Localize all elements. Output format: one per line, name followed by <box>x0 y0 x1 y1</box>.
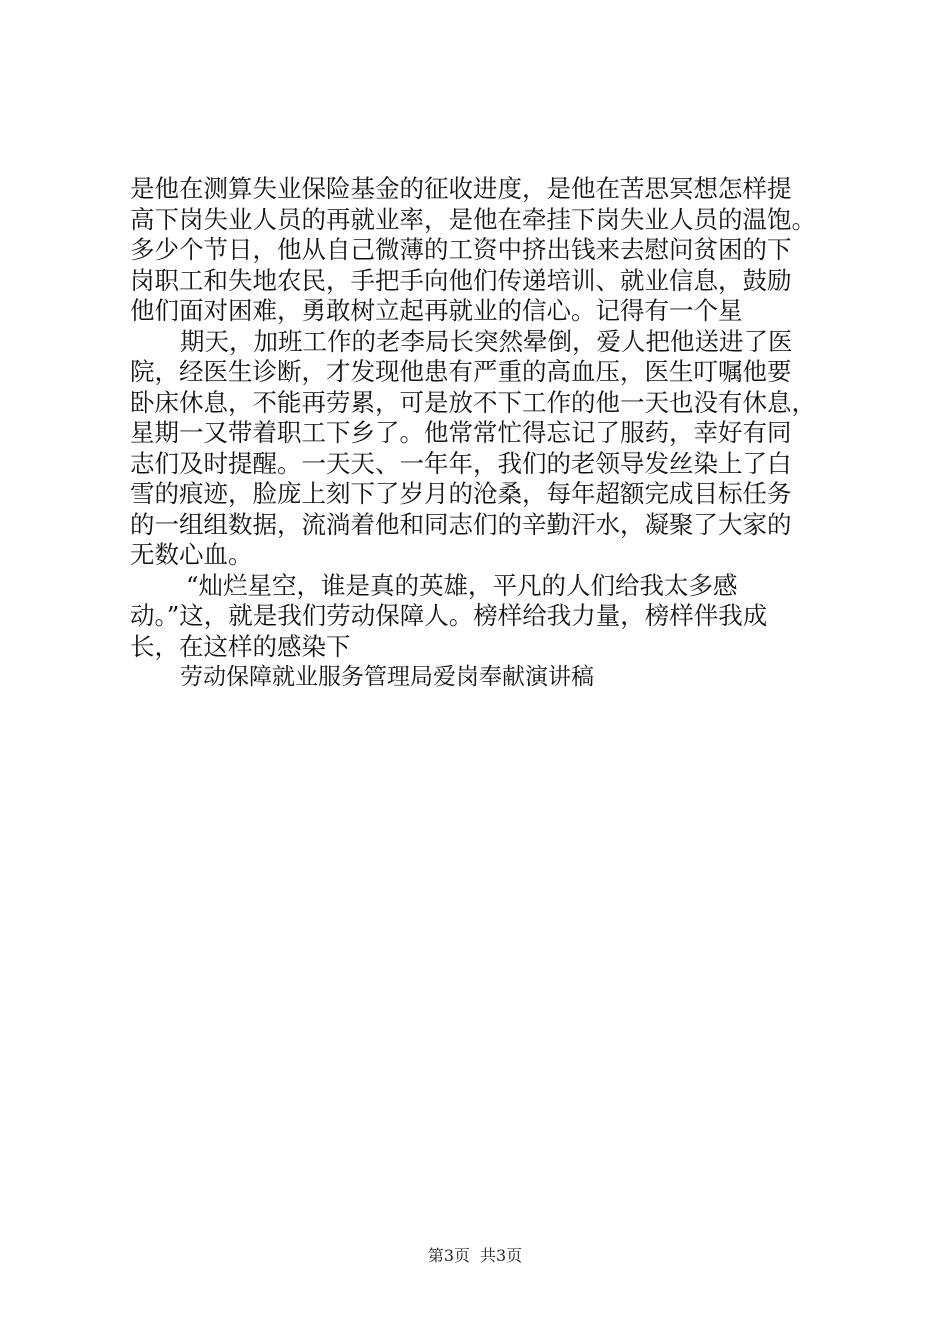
document-body <box>130 174 835 693</box>
page-total: 共3页 <box>480 1246 523 1265</box>
text-line: 长，在这样的感染下 <box>130 631 351 661</box>
text-line: 期天，加班工作的老李局长突然晕倒，爱人把他送进了医 <box>180 326 793 356</box>
text-line: 卧床休息，不能再劳累，可是放不下工作的他一天也没有休息， <box>130 387 816 417</box>
text-line: 星期一又带着职工下乡了。他常常忙得忘记了服药，幸好有同 <box>130 418 792 447</box>
text-line: 多少个节日，他从自己微薄的工资中挤出钱来去慰问贫困的下 <box>130 235 792 264</box>
text-line: 动。”这，就是我们劳动保障人。榜样给我力量，榜样伴我成 <box>130 601 768 630</box>
text-line: 院，经医生诊断，才发现他患有严重的高血压，医生叮嘱他要 <box>130 357 792 386</box>
text-line: 高下岗失业人员的再就业率，是他在牵挂下岗失业人员的温饱。 <box>130 204 816 234</box>
text-line: 他们面对困难，勇敢树立起再就业的信心。记得有一个星 <box>130 296 743 325</box>
page-footer <box>0 1246 950 1266</box>
text-line: 无数心血。 <box>130 540 253 569</box>
text-line: 是他在测算失业保险基金的征收进度，是他在苦思冥想怎样提 <box>130 174 792 203</box>
text-line: 的一组组数据，流淌着他和同志们的辛勤汗水，凝聚了大家的 <box>130 509 792 539</box>
text-line: 志们及时提醒。一天天、一年年，我们的老领导发丝染上了白 <box>130 448 792 478</box>
page-number: 第3页 <box>427 1246 470 1265</box>
document-title-line: 劳动保障就业服务管理局爱岗奉献演讲稿 <box>180 664 594 690</box>
text-line: 雪的痕迹，脸庞上刻下了岁月的沧桑，每年超额完成目标任务 <box>130 479 792 508</box>
text-line: “灿烂星空，谁是真的英雄，平凡的人们给我太多感 <box>186 570 738 600</box>
text-line: 岗职工和失地农民，手把手向他们传递培训、就业信息，鼓励 <box>130 265 792 295</box>
